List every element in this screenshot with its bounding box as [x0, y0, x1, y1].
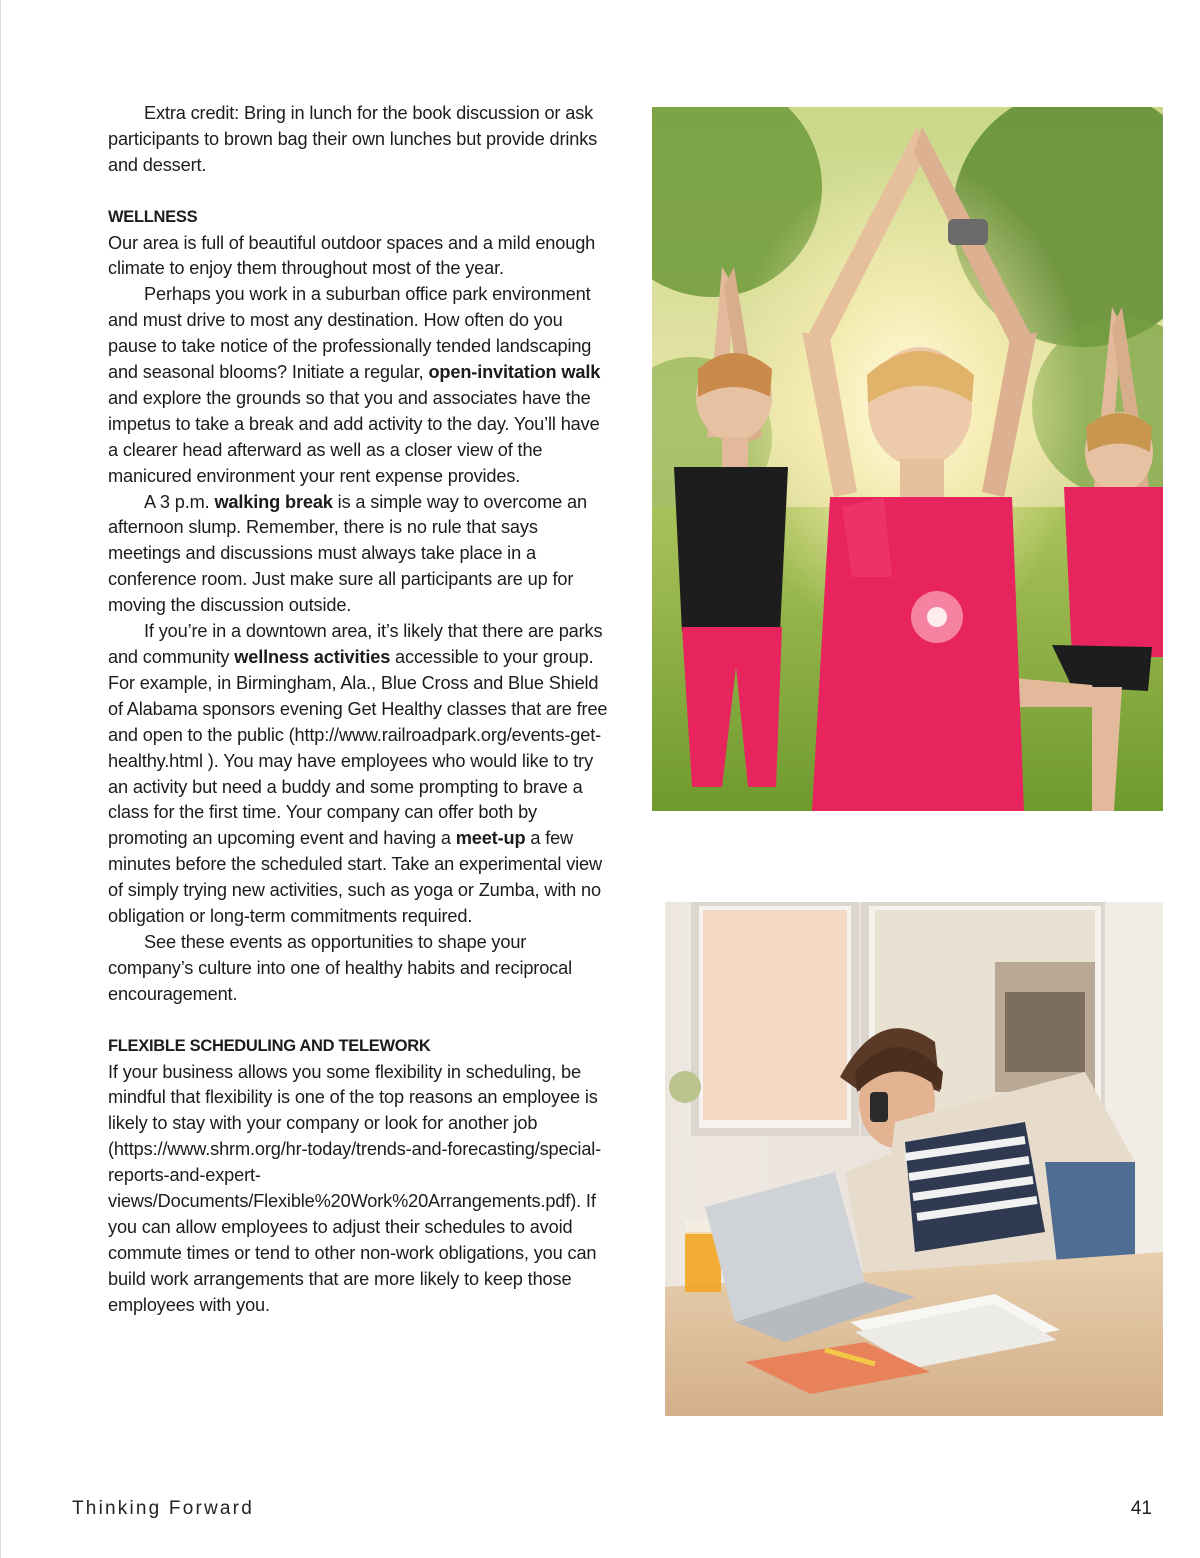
- wellness-heading: WELLNESS: [108, 207, 198, 226]
- flexible-scheduling-heading: FLEXIBLE SCHEDULING AND TELEWORK: [108, 1036, 431, 1055]
- wellness-paragraph-5: See these events as opportunities to shape your company’s culture into one of healthy habits and reciprocal encouragement.: [108, 931, 572, 1004]
- article-body: [108, 101, 613, 1319]
- page-number: 41: [1130, 1498, 1152, 1519]
- flexible-scheduling-paragraph: If your business allows you some flexibility in scheduling, be mindful that flexibility is one of the top reasons an employee is likely to stay with your company or look for another job (https://www.shrm.org/hr-today/trends-and-forecasting/special-reports-and-expert-views/Documents/Flexible%20Work%20Arrangements.pdf). If you can allow employees to adjust their schedules to avoid commute times or tend to other non-work obligations, you can build work arrangements that are more likely to keep those employees with you.: [108, 1061, 602, 1315]
- page-edge: [0, 0, 1, 1558]
- wellness-activities-emphasis: wellness activities: [234, 647, 391, 668]
- yoga-photo: [652, 107, 1163, 811]
- wellness-paragraph-3: A 3 p.m. walking break is a simple way to overcome an afternoon slump. Remember, there is no rule that says meetings and discussions must always take place in a conference room. Just make sure all participants are up for moving the discussion outside.: [108, 491, 587, 616]
- wellness-paragraph-4: If you’re in a downtown area, it’s likely that there are parks and community wellness activities accessible to your group. For example, in Birmingham, Ala., Blue Cross and Blue Shield of Alabama sponsors evening Get Healthy classes that are free and open to the public (http://www.railroadpark.org/events-get-healthy.html ). You may have employees who would like to try an activity but need a buddy and some prompting to brave a class for the first time. Your company can offer both by promoting an upcoming event and having a meet-up a few minutes before the scheduled start. Take an experimental view of simply trying new activities, such as yoga or Zumba, with no obligation or long-term commitments required.: [108, 621, 608, 927]
- publication-name: Thinking Forward: [72, 1498, 254, 1519]
- woman-on-phone-at-laptop-photo-icon: [665, 902, 1163, 1416]
- walking-break-emphasis: walking break: [214, 491, 333, 512]
- women-doing-yoga-outdoors-photo-icon: [652, 107, 1163, 811]
- office-photo: [665, 902, 1163, 1416]
- wellness-paragraph-1: Our area is full of beautiful outdoor spaces and a mild enough climate to enjoy them throughout most of the year.: [108, 232, 596, 279]
- open-invitation-walk-emphasis: open-invitation walk: [428, 362, 601, 383]
- intro-paragraph: Extra credit: Bring in lunch for the book discussion or ask participants to brown bag their own lunches but provide drinks and dessert.: [108, 103, 598, 175]
- meet-up-emphasis: meet-up: [455, 828, 526, 849]
- wellness-paragraph-2: Perhaps you work in a suburban office park environment and must drive to most any destination. How often do you pause to take notice of the professionally tended landscaping and seasonal blooms? Initiate a regular, open-invitation walk and explore the grounds so that you and associates have the impetus to take a break and add activity to the day. You’ll have a clearer head afterward as well as a closer view of the manicured environment your rent expense provides.: [108, 284, 601, 486]
